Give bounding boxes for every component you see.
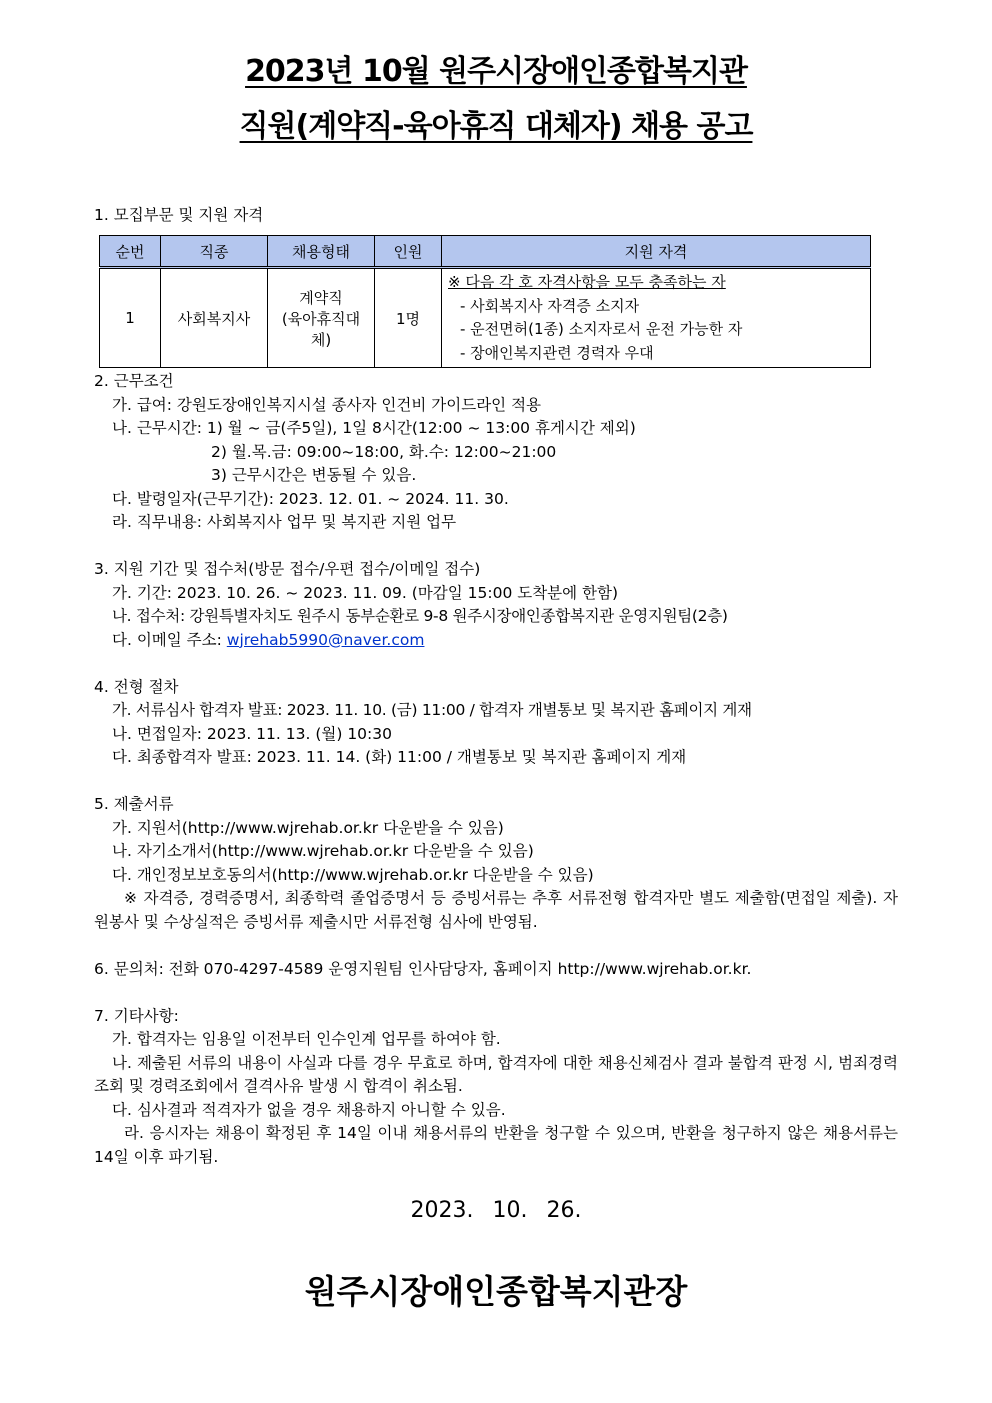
section2-duty: 라. 직무내용: 사회복지사 업무 및 복지관 지원 업무 <box>112 513 457 531</box>
section5-doc1: 가. 지원서(http://www.wjrehab.or.kr 다운받을 수 있음) <box>112 818 504 837</box>
email-link[interactable]: wjrehab5990@naver.com <box>226 630 425 649</box>
document-body <box>94 203 898 1169</box>
section2-period: 다. 발령일자(근무기간): 2023. 12. 01. ~ 2024. 11. 30. <box>112 489 509 508</box>
section7-item2: 나. 제출된 서류의 내용이 사실과 다를 경우 무효로 하며, 합격자에 대한 채용신체검사 결과 불합격 판정 시, 범죄경력 조회 및 경력조회에서 결격사유 발생 시 합격이 취소됨. <box>94 1053 898 1095</box>
section4-step2: 나. 면접일자: 2023. 11. 13. (월) 10:30 <box>112 724 392 743</box>
section2-pay: 가. 급여: 강원도장애인복지시설 종사자 인건비 가이드라인 적용 <box>112 395 542 414</box>
qualification-item: - 운전면허(1종) 소지자로서 운전 가능한 자 <box>460 320 743 338</box>
col-header-no: 순번 <box>100 236 161 268</box>
section4-heading: 4. 전형 절차 <box>94 677 179 696</box>
section4-step3: 다. 최종합격자 발표: 2023. 11. 14. (화) 11:00 / 개별통보 및 복지관 홈페이지 게재 <box>112 748 687 766</box>
section5-doc3: 다. 개인정보보호동의서(http://www.wjrehab.or.kr 다운받을 수 있음) <box>112 865 594 884</box>
email-label: 다. 이메일 주소: <box>112 630 227 649</box>
cell-type <box>268 268 375 368</box>
qualification-item: - 사회복지사 자격증 소지자 <box>460 296 640 315</box>
cell-job: 사회복지사 <box>161 268 268 368</box>
col-header-count: 인원 <box>375 236 442 268</box>
section1-heading: 1. 모집부문 및 지원 자격 <box>94 206 264 224</box>
cell-qualification <box>442 268 871 368</box>
page-title-line1: 2023년 10월 원주시장애인종합복지관 <box>245 54 747 89</box>
page-title-line2: 직원(계약직-육아휴직 대체자) 채용 공고 <box>239 109 753 144</box>
col-header-job: 직종 <box>161 236 268 268</box>
cell-type-line1: 계약직 <box>299 288 343 307</box>
section3-period: 가. 기간: 2023. 10. 26. ~ 2023. 11. 09. (마감일 15:00 도착분에 한함) <box>112 583 619 602</box>
col-header-type: 채용형태 <box>268 236 375 268</box>
table-row <box>100 268 871 368</box>
section5-note: ※ 자격증, 경력증명서, 최종학력 졸업증명서 등 증빙서류는 추후 서류전형 합격자만 별도 제출함(면접일 제출). 자원봉사 및 수상실적은 증빙서류 제출시만 서류전형 심사에 반영됨. <box>94 889 898 931</box>
section3-email-line <box>94 629 898 653</box>
section5-doc2: 나. 자기소개서(http://www.wjrehab.or.kr 다운받을 수 있음) <box>112 842 534 860</box>
section7-item4: 라. 응시자는 채용이 확정된 후 14일 이내 채용서류의 반환을 청구할 수 있으며, 반환을 청구하지 않은 채용서류는 14일 이후 파기됨. <box>94 1124 898 1166</box>
qualification-header: ※ 다음 각 호 자격사항을 모두 충족하는 자 <box>448 273 726 291</box>
announcement-date: 2023. 10. 26. <box>410 1198 582 1223</box>
cell-count: 1명 <box>375 268 442 368</box>
cell-type-line2: (육아휴직대체) <box>281 309 361 349</box>
section3-heading: 3. 지원 기간 및 접수처(방문 접수/우편 접수/이메일 접수) <box>94 560 481 578</box>
section2-hours2: 2) 월.목.금: 09:00~18:00, 화.수: 12:00~21:00 <box>211 442 557 461</box>
section7-item3: 다. 심사결과 적격자가 없을 경우 채용하지 아니할 수 있음. <box>112 1100 506 1119</box>
section2-heading: 2. 근무조건 <box>94 372 174 390</box>
section5-heading: 5. 제출서류 <box>94 795 174 813</box>
section2-hours3: 3) 근무시간은 변동될 수 있음. <box>211 466 417 484</box>
cell-no: 1 <box>100 268 161 368</box>
section3-place: 나. 접수처: 강원특별자치도 원주시 동부순환로 9-8 원주시장애인종합복지관 운영지원팀(2층) <box>112 607 728 625</box>
recruitment-table <box>99 235 871 368</box>
section7-item1: 가. 합격자는 임용일 이전부터 인수인계 업무를 하여야 함. <box>112 1030 501 1048</box>
section7-heading: 7. 기타사항: <box>94 1006 179 1025</box>
section6-contact: 6. 문의처: 전화 070-4297-4589 운영지원팀 인사담당자, 홈페이지 http://www.wjrehab.or.kr. <box>94 959 752 978</box>
signature: 원주시장애인종합복지관장 <box>304 1272 688 1311</box>
table-header-row <box>100 236 871 268</box>
section2-hours1: 나. 근무시간: 1) 월 ~ 금(주5일), 1일 8시간(12:00 ~ 13:00 휴게시간 제외) <box>112 419 636 437</box>
qualification-item: - 장애인복지관련 경력자 우대 <box>460 343 654 362</box>
col-header-qualification: 지원 자격 <box>442 236 871 268</box>
section4-step1: 가. 서류심사 합격자 발표: 2023. 11. 10. (금) 11:00 / 합격자 개별통보 및 복지관 홈페이지 게재 <box>112 701 752 719</box>
